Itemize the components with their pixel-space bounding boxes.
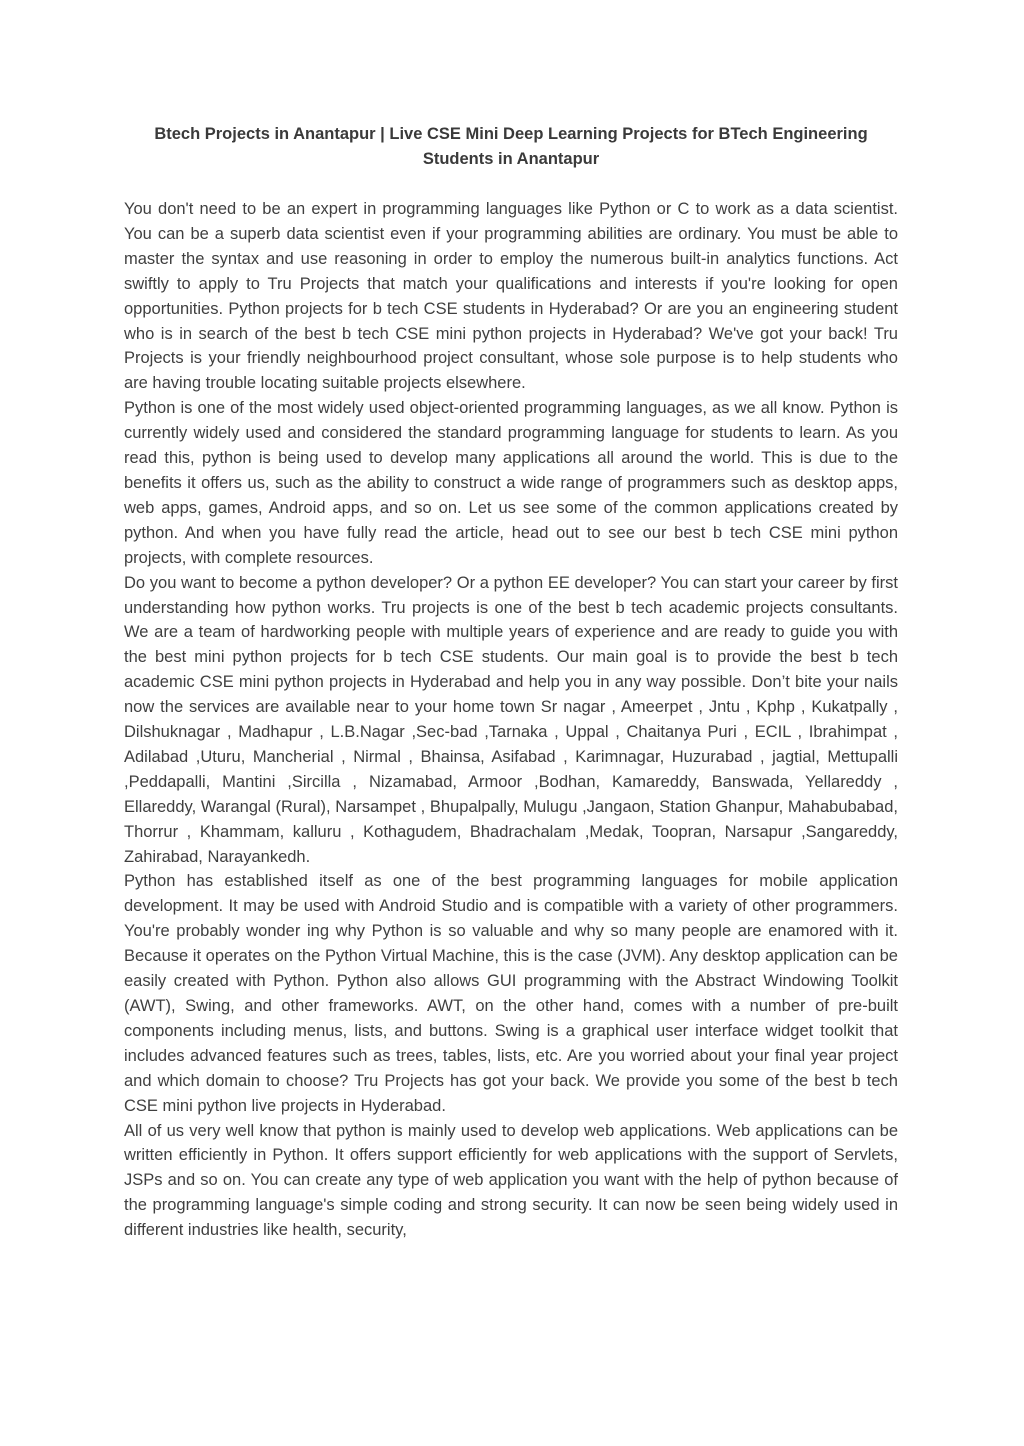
paragraph-intro: You don't need to be an expert in programming languages like Python or C to work as a data scientist. You can be a superb data scientist even if your programming abilities are ordinary. You must be able to master the syntax and use reasoning in order to employ the numerous built-in analytics functions. Act swiftly to apply to Tru Projects that match your qualifications and interests if you're looking for open opportunities. Python projects for b tech CSE students in Hyderabad? Or are you an engineering student who is in search of the best b tech CSE mini python projects in Hyderabad? We've got your back! Tru Projects is your friendly neighbourhood project consultant, whose sole purpose is to help students who are having trouble locating suitable projects elsewhere. xyxy=(124,200,898,393)
paragraph-mobile-development: Python has established itself as one of the best programming languages for mobile application development. It may be used with Android Studio and is compatible with a variety of other programmers. You're probably wonder ing why Python is so valuable and why so many people are enamored with it. Because it operates on the Python Virtual Machine, this is the case (JVM). Any desktop application can be easily created with Python. Python also allows GUI programming with the Abstract Windowing Toolkit (AWT), Swing, and other frameworks. AWT, on the other hand, comes with a number of pre-built components including menus, lists, and buttons. Swing is a graphical user interface widget toolkit that includes advanced features such as trees, tables, lists, etc. Are you worried about your final year project and which domain to choose? Tru Projects has got your back. We provide you some of the best b tech CSE mini python live projects in Hyderabad. xyxy=(124,872,898,1115)
paragraph-python-developer: Do you want to become a python developer? Or a python EE developer? You can start your career by first understanding how python works. Tru projects is one of the best b tech academic projects consultants. We are a team of hardworking people with multiple years of experience and are ready to guide you with the best mini python projects for b tech CSE students. Our main goal is to provide the best b tech academic CSE mini python projects in Hyderabad and help you in any way possible. Don’t bite your nails now the services are available near to your home town Sr nagar , Ameerpet , Jntu , Kphp , Kukatpally , Dilshuknagar , Madhapur , L.B.Nagar ,Sec-bad ,Tarnaka , Uppal , Chaitanya Puri , ECIL , Ibrahimpat , Adilabad ,Uturu, Mancherial , Nirmal , Bhainsa, Asifabad , Karimnagar, Huzurabad , jagtial, Mettupalli ,Peddapalli, Mantini ,Sircilla , Nizamabad, Armoor ,Bodhan, Kamareddy, Banswada, Yellareddy , Ellareddy, Warangal (Rural), Narsampet , Bhupalpally, Mulugu ,Jangaon, Station Ghanpur, Mahabubabad, Thorrur , Khammam, kalluru , Kothagudem, Bhadrachalam ,Medak, Toopran, Narsapur ,Sangareddy, Zahirabad, Narayankedh. xyxy=(124,573,898,866)
paragraph-web-applications: All of us very well know that python is mainly used to develop web applications. Web applications can be written efficiently in Python. It offers support efficiently for web applications with the support of Servlets, JSPs and so on. You can create any type of web application you want with the help of python because of the programming language's simple coding and strong security. It can now be seen being widely used in different industries like health, security, xyxy=(124,1121,898,1240)
document-body xyxy=(124,197,898,1243)
document-title: Btech Projects in Anantapur | Live CSE Mini Deep Learning Projects for BTech Engineering Students in Anantapur xyxy=(154,125,868,168)
paragraph-python-overview: Python is one of the most widely used object-oriented programming languages, as we all know. Python is currently widely used and considered the standard programming language for students to learn. As you read this, python is being used to develop many applications all around the world. This is due to the benefits it offers us, such as the ability to construct a wide range of programmers such as desktop apps, web apps, games, Android apps, and so on. Let us see some of the common applications created by python. And when you have fully read the article, head out to see our best b tech CSE mini python projects, with complete resources. xyxy=(124,399,898,567)
document-page xyxy=(124,120,898,1243)
